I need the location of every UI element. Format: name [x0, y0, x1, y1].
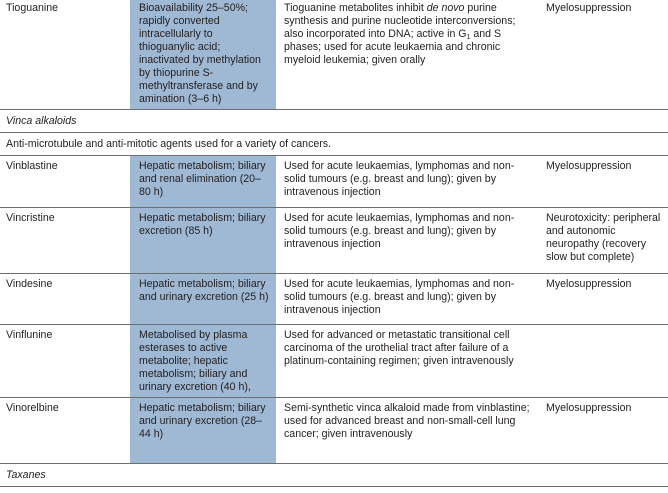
drug-name: Vincristine — [0, 208, 130, 274]
section-header-row — [0, 110, 668, 133]
table-row — [0, 156, 668, 208]
section-header-row — [0, 464, 668, 487]
text-part: purine synthesis and purine nucleotide interconversions; also incorporated into DNA; active in G — [284, 2, 516, 40]
mechanism-use-cell: Used for acute leukaemias, lymphomas and non-solid tumours (e.g. breast and lung); given by intravenous injection — [276, 208, 541, 274]
table-row — [0, 208, 668, 274]
drug-name: Vinflunine — [0, 325, 130, 398]
table-row — [0, 325, 668, 398]
mechanism-use-cell: Used for acute leukaemias, lymphomas and non-solid tumours (e.g. breast and lung); given by intravenous injection — [276, 156, 541, 208]
section-note: Anti-microtubule and anti-mitotic agents used for a variety of cancers. — [0, 133, 668, 156]
adverse-effects-cell: Myelosuppression — [541, 156, 668, 208]
adverse-effects-cell — [541, 325, 668, 398]
section-note-row — [0, 133, 668, 156]
text-part: Tioguanine metabolites inhibit — [284, 2, 427, 14]
text-part: and S phases; used for acute leukaemia and chronic myeloid leukemia; given orally — [284, 28, 502, 66]
pharmacokinetics-cell: Bioavailability 25–50%; rapidly converted intracellularly to thioguanylic acid; inactivated by methylation by thiopurine S-methyltransferase and by amination (3–6 h) — [130, 0, 276, 110]
drug-name: Vindesine — [0, 274, 130, 325]
table-row — [0, 0, 668, 110]
mechanism-use-cell: Semi-synthetic vinca alkaloid made from vinblastine; used for advanced breast and non-small-cell lung cancer; given intravenously — [276, 398, 541, 464]
pharmacokinetics-cell: Hepatic metabolism; biliary and renal elimination (20–80 h) — [130, 156, 276, 208]
adverse-effects-cell: Myelosuppression — [541, 274, 668, 325]
adverse-effects-cell: Myelosuppression — [541, 0, 668, 110]
drug-name: Vinblastine — [0, 156, 130, 208]
pharmacokinetics-cell: Hepatic metabolism; biliary and urinary excretion (25 h) — [130, 274, 276, 325]
table-row — [0, 398, 668, 464]
pharmacokinetics-cell: Hepatic metabolism; biliary excretion (85 h) — [130, 208, 276, 274]
section-header: Taxanes — [0, 464, 668, 487]
adverse-effects-cell: Neurotoxicity: peripheral and autonomic neuropathy (recovery slow but complete) — [541, 208, 668, 274]
pharmacokinetics-cell: Metabolised by plasma esterases to active metabolite; hepatic metabolism; biliary and urinary excretion (40 h), — [130, 325, 276, 398]
drug-name: Tioguanine — [0, 0, 130, 110]
table-row — [0, 274, 668, 325]
section-header: Vinca alkaloids — [0, 110, 668, 133]
italic-text: de novo — [426, 2, 465, 14]
mechanism-use-cell: Used for advanced or metastatic transitional cell carcinoma of the urothelial tract after failure of a platinum-containing regimen; given intravenously — [276, 325, 541, 398]
adverse-effects-cell: Myelosuppression — [541, 398, 668, 464]
drug-name: Vinorelbine — [0, 398, 130, 464]
pharmacokinetics-cell: Hepatic metabolism; biliary and urinary excretion (28–44 h) — [130, 398, 276, 464]
subscript: 1 — [466, 34, 471, 41]
mechanism-use-cell — [276, 0, 541, 110]
mechanism-use-cell: Used for acute leukaemias, lymphomas and non-solid tumours (e.g. breast and lung); given by intravenous injection — [276, 274, 541, 325]
